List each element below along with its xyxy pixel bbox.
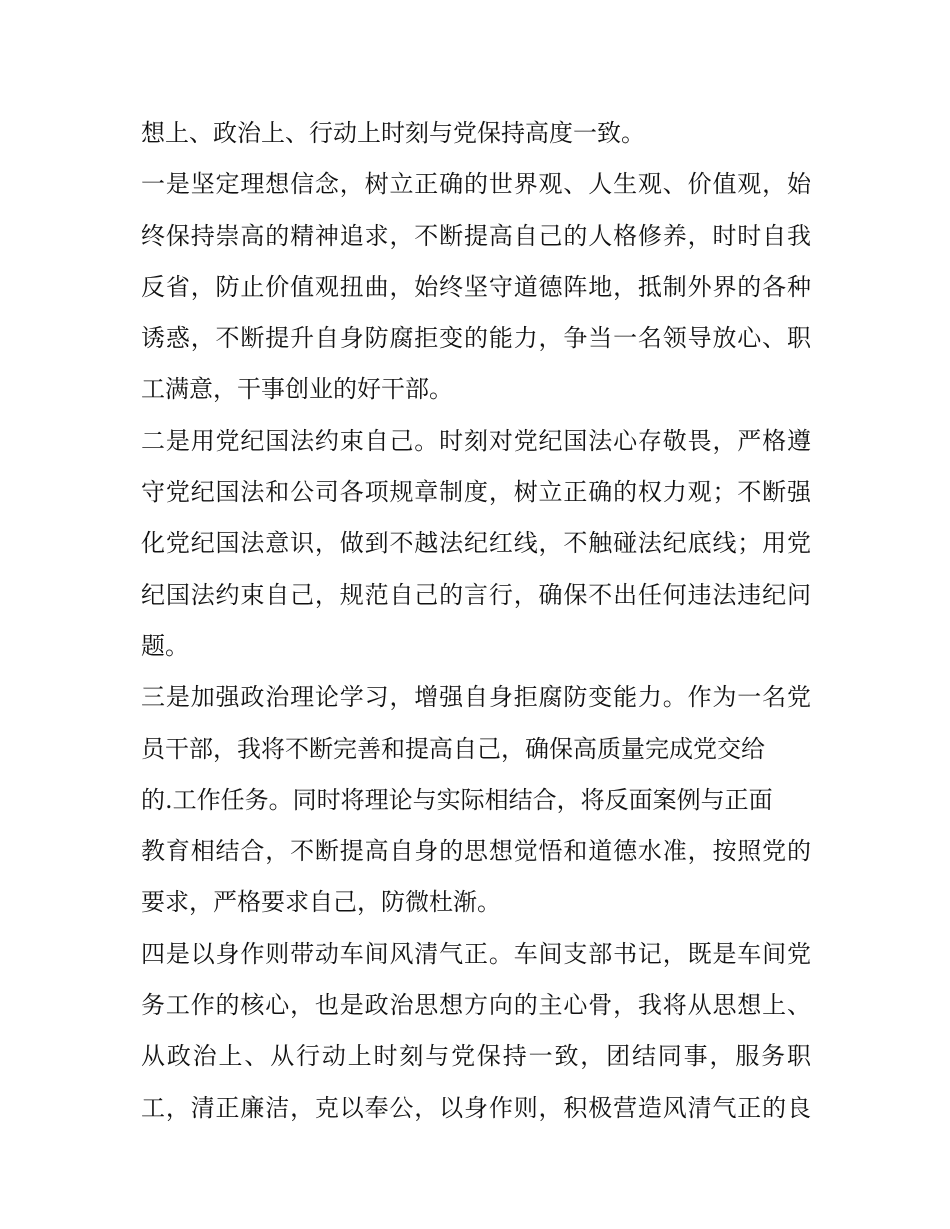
text-line: 想上、政治上、行动上时刻与党保持高度一致。 bbox=[141, 119, 645, 147]
text-line: 二是用党纪国法约束自己。时刻对党纪国法心存敬畏，严格遵 bbox=[141, 426, 811, 455]
text-line: 一是坚定理想信念，树立正确的世界观、人生观、价值观，始 bbox=[141, 170, 811, 199]
document-body bbox=[141, 108, 811, 1134]
text-line: 务工作的核心，也是政治思想方向的主心骨，我将从思想上、 bbox=[141, 991, 811, 1020]
text-line: 要求，严格要求自己，防微杜渐。 bbox=[141, 888, 501, 917]
text-line: 的.工作任务。同时将理论与实际相结合，将反面案例与正面 bbox=[141, 785, 773, 814]
text-line: 工，清正廉洁，克以奉公，以身作则，积极营造风清气正的良 bbox=[141, 1093, 811, 1122]
text-line: 化党纪国法意识，做到不越法纪红线，不触碰法纪底线；用党 bbox=[141, 529, 811, 558]
text-line: 纪国法约束自己，规范自己的言行，确保不出任何违法违纪问 bbox=[141, 580, 811, 609]
text-line: 从政治上、从行动上时刻与党保持一致，团结同事，服务职 bbox=[141, 1042, 811, 1071]
text-line: 四是以身作则带动车间风清气正。车间支部书记，既是车间党 bbox=[141, 939, 811, 968]
text-line: 教育相结合，不断提高自身的思想觉悟和道德水准，按照党的 bbox=[141, 837, 811, 866]
text-line: 终保持崇高的精神追求，不断提高自己的人格修养，时时自我 bbox=[141, 221, 811, 250]
text-line: 守党纪国法和公司各项规章制度，树立正确的权力观；不断强 bbox=[141, 478, 811, 507]
text-line: 工满意，干事创业的好干部。 bbox=[141, 375, 453, 404]
text-line: 员干部，我将不断完善和提高自己，确保高质量完成党交给 bbox=[141, 734, 765, 763]
text-line: 题。 bbox=[141, 631, 189, 660]
text-line: 三是加强政治理论学习，增强自身拒腐防变能力。作为一名党 bbox=[141, 683, 811, 712]
text-line: 诱惑，不断提升自身防腐拒变的能力，争当一名领导放心、职 bbox=[141, 324, 811, 353]
text-line: 反省，防止价值观扭曲，始终坚守道德阵地，抵制外界的各种 bbox=[141, 272, 811, 301]
